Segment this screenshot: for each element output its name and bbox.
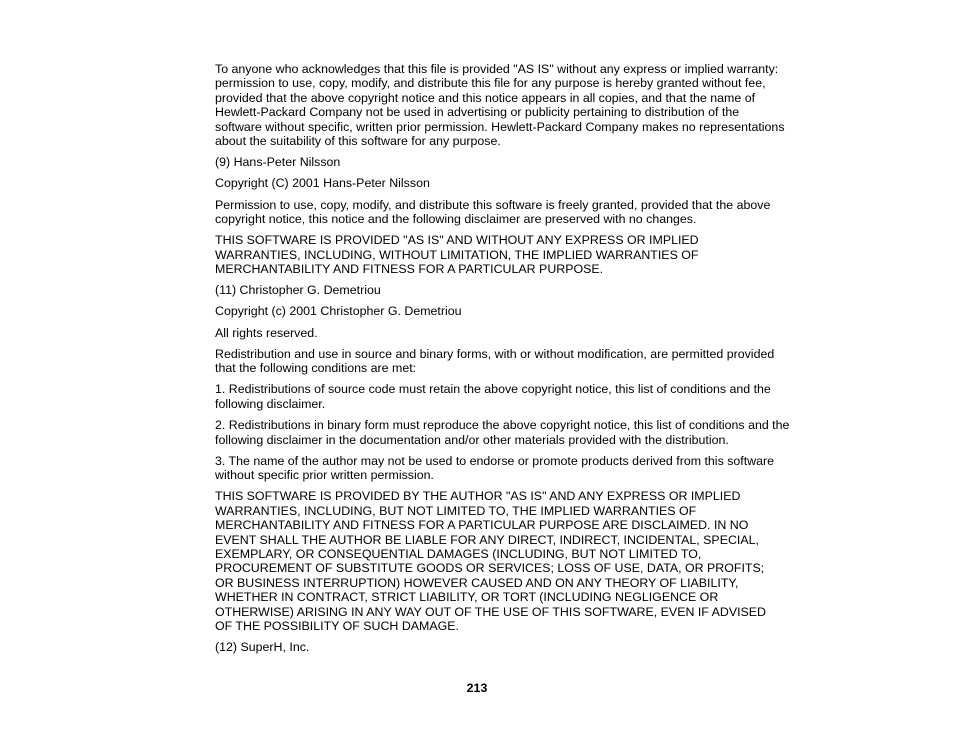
condition-2-paragraph: 2. Redistributions in binary form must reproduce the above copyright notice, this list of conditions and the following disclaimer in the documentation and/or other materials provided with the distribution. <box>215 418 790 447</box>
demetriou-disclaimer-paragraph: THIS SOFTWARE IS PROVIDED BY THE AUTHOR "AS IS" AND ANY EXPRESS OR IMPLIED WARRANTIES, INCLUDING, BUT NOT LIMITED TO, THE IMPLIED WARRANTIES OF MERCHANTABILITY AND FITNESS FOR A PARTICULAR PURPOSE ARE DISCLAIMED. IN NO EVENT SHALL THE AUTHOR BE LIABLE FOR ANY DIRECT, INDIRECT, INCIDENTAL, SPECIAL, EXEMPLARY, OR CONSEQUENTIAL DAMAGES (INCLUDING, BUT NOT LIMITED TO, PROCUREMENT OF SUBSTITUTE GOODS OR SERVICES; LOSS OF USE, DATA, OR PROFITS; OR BUSINESS INTERRUPTION) HOWEVER CAUSED AND ON ANY THEORY OF LIABILITY, WHETHER IN CONTRACT, STRICT LIABILITY, OR TORT (INCLUDING NEGLIGENCE OR OTHERWISE) ARISING IN ANY WAY OUT OF THE USE OF THIS SOFTWARE, EVEN IF ADVISED OF THE POSSIBILITY OF SUCH DAMAGE. <box>215 489 767 633</box>
section-heading-hans-peter-nilsson: (9) Hans-Peter Nilsson <box>215 155 341 170</box>
page-number: 213 <box>466 681 488 695</box>
document-body <box>215 62 830 661</box>
copyright-line-nilsson: Copyright (C) 2001 Hans-Peter Nilsson <box>215 176 430 191</box>
redistribution-paragraph: Redistribution and use in source and binary forms, with or without modification, are permitted provided that the following conditions are met: <box>215 346 775 376</box>
nilsson-disclaimer-paragraph: THIS SOFTWARE IS PROVIDED "AS IS" AND WITHOUT ANY EXPRESS OR IMPLIED WARRANTIES, INCLUDING, WITHOUT LIMITATION, THE IMPLIED WARRANTIES OF MERCHANTABILITY AND FITNESS FOR A PARTICULAR PURPOSE. <box>215 233 699 277</box>
condition-1-paragraph: 1. Redistributions of source code must retain the above copyright notice, this list of conditions and the following disclaimer. <box>215 382 771 411</box>
copyright-line-demetriou: Copyright (c) 2001 Christopher G. Demetriou <box>215 304 462 319</box>
section-heading-christopher-demetriou: (11) Christopher G. Demetriou <box>215 283 381 298</box>
hp-license-paragraph: To anyone who acknowledges that this file is provided "AS IS" without any express or implied warranty: permission to use, copy, modify, and distribute this file for any purpose is hereby granted without fee, provided that the above copyright notice and this notice appears in all copies, and that the name of Hewlett-Packard Company not be used in advertising or publicity pertaining to distribution of the software without specific, written prior permission. Hewlett-Packard Company makes no representations about the suitability of this software for any purpose. <box>215 62 785 149</box>
nilsson-permission-paragraph: Permission to use, copy, modify, and distribute this software is freely granted, provided that the above copyright notice, this notice and the following disclaimer are preserved with no changes. <box>215 197 771 227</box>
condition-3-paragraph: 3. The name of the author may not be used to endorse or promote products derived from this software without specific prior written permission. <box>215 453 775 483</box>
section-heading-superh: (12) SuperH, Inc. <box>215 640 310 655</box>
all-rights-reserved: All rights reserved. <box>215 325 318 340</box>
